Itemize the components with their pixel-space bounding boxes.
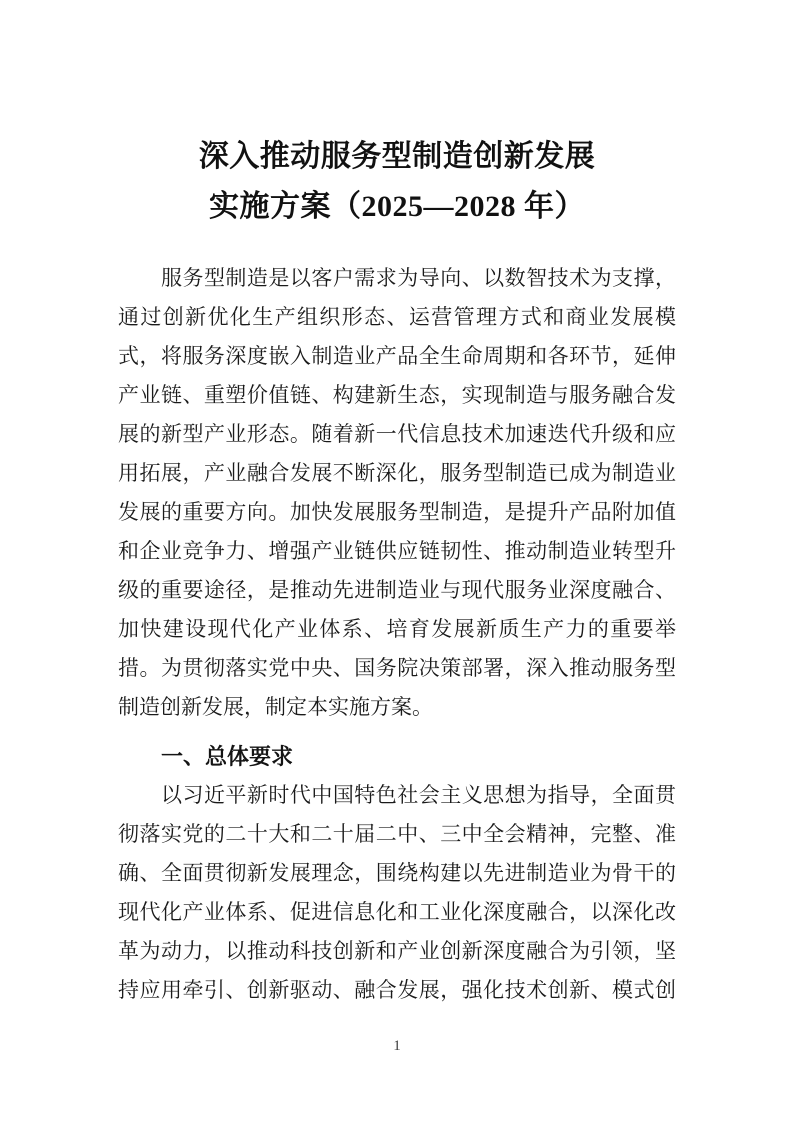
text-line: 加快建设现代化产业体系、培育发展新质生产力的重要举 xyxy=(118,617,676,641)
text-line: 措。为贯彻落实党中央、国务院决策部署，深入推动服务型 xyxy=(118,656,676,680)
text-line: 用拓展，产业融合发展不断深化，服务型制造已成为制造业 xyxy=(118,461,676,485)
text-line: 制造创新发展，制定本实施方案。 xyxy=(118,695,433,719)
document-title-line-2: 实施方案（2025—2028 年） xyxy=(209,190,585,223)
text-line: 展的新型产业形态。随着新一代信息技术加速迭代升级和应 xyxy=(118,422,676,446)
text-line: 服务型制造是以客户需求为导向、以数智技术为支撑， xyxy=(161,266,676,290)
text-line: 确、全面贯彻新发展理念，围绕构建以先进制造业为骨干的 xyxy=(118,861,676,885)
text-line: 通过创新优化生产组织形态、运营管理方式和商业发展模 xyxy=(118,305,676,329)
text-line: 和企业竞争力、增强产业链供应链韧性、推动制造业转型升 xyxy=(118,539,676,563)
document-title-line-1: 深入推动服务型制造创新发展 xyxy=(198,140,596,173)
page-number: 1 xyxy=(393,1038,401,1054)
paragraph-intro xyxy=(118,259,676,727)
section-heading-overall-requirements: 一、总体要求 xyxy=(161,744,294,769)
text-line: 彻落实党的二十大和二十届二中、三中全会精神，完整、准 xyxy=(118,822,676,846)
text-line: 以习近平新时代中国特色社会主义思想为指导，全面贯 xyxy=(161,783,676,807)
text-line: 式，将服务深度嵌入制造业产品全生命周期和各环节，延伸 xyxy=(118,344,676,368)
text-line: 发展的重要方向。加快发展服务型制造，是提升产品附加值 xyxy=(118,500,676,524)
document-title xyxy=(118,132,676,232)
paragraph-overall-requirements xyxy=(118,776,676,1010)
text-line: 级的重要途径，是推动先进制造业与现代服务业深度融合、 xyxy=(118,578,676,602)
document-content xyxy=(118,0,676,1010)
text-line: 产业链、重塑价值链、构建新生态，实现制造与服务融合发 xyxy=(118,383,676,407)
text-line: 持应用牵引、创新驱动、融合发展，强化技术创新、模式创 xyxy=(118,978,676,1002)
text-line: 革为动力，以推动科技创新和产业创新深度融合为引领，坚 xyxy=(118,939,676,963)
text-line: 现代化产业体系、促进信息化和工业化深度融合，以深化改 xyxy=(118,900,676,924)
